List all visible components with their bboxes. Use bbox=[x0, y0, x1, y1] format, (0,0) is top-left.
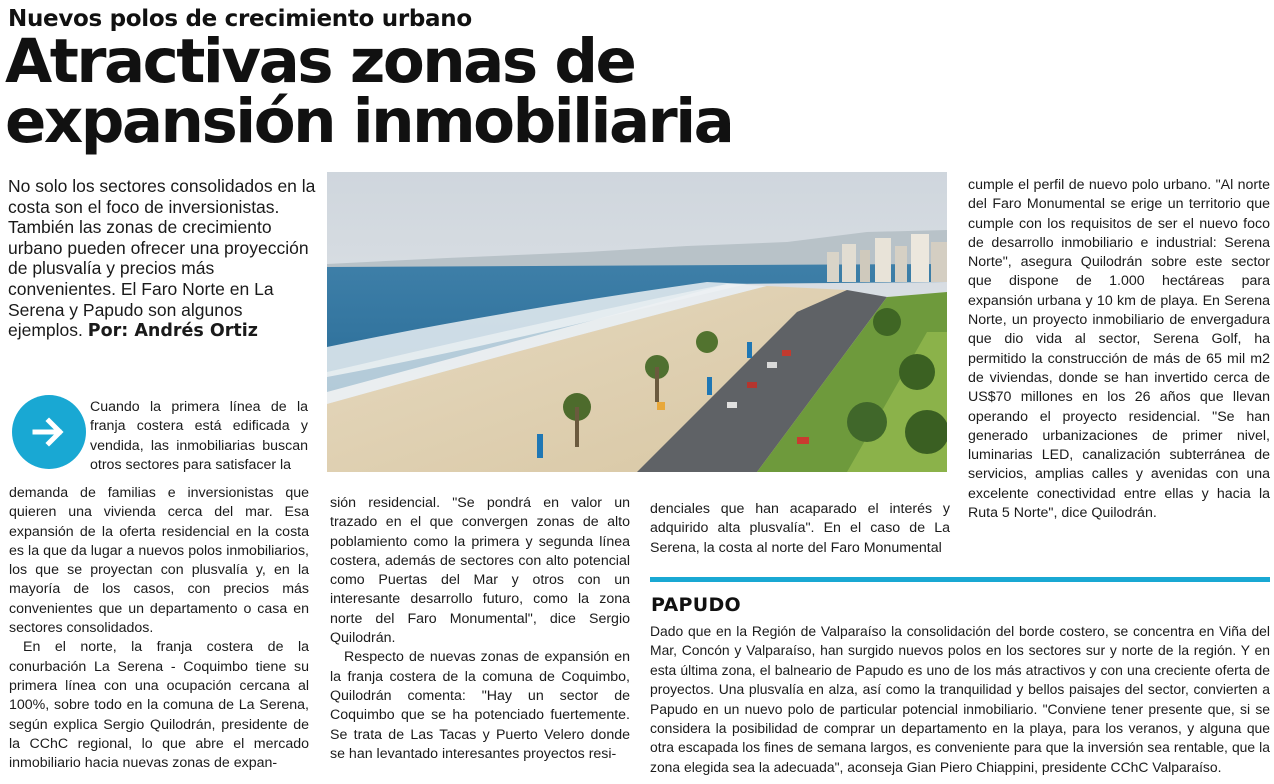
column-4-paragraph-1: cumple el perfil de nuevo polo urbano. "Al norte del Faro Monumental se erige un territorio que cumple con los requisitos de ser el nuevo foco de desarrollo inmobiliario e industrial: Serena Norte", asegura Quilodrán sobre este sector que dispone de 1.000 hectáreas para expansión urbana y 10 km de playa. En Serena Norte, un proyecto inmobiliario de envergadura que dio vida al sector, Serena Golf, ha permitido la construcción de más de 65 mil m2 de viviendas, donde se han invertido cerca de US$70 millones en los 26 años que llevan operando el proyecto residencial. "Se han generado urbanizaciones de primer nivel, luminarias LED, canalización subterránea de servicios, amplias calles y avenidas con una excelente conectividad entre ellas y hacia la Ruta 5 Norte", dice Quilodrán. bbox=[968, 177, 1270, 522]
column-2 bbox=[330, 494, 630, 764]
arrow-circle-badge bbox=[12, 395, 86, 469]
column-3-paragraph-1: denciales que han acaparado el interés y adquirido alta plusvalía". En el caso de La Serena, la costa al norte del Faro Monumental bbox=[650, 501, 950, 556]
headline bbox=[5, 26, 905, 157]
column-1 bbox=[9, 484, 309, 773]
section-divider bbox=[650, 577, 1270, 582]
column-2-paragraph-1: sión residencial. "Se pondrá en valor un trazado en el que convergen zonas de alto poblamiento como la primera y segunda línea costera, además de sectores con alto potencial como Puertas del Mar y otros con un interesante desarrollo futuro, como la zona norte del Faro Monumental", dice Sergio Quilodrán. bbox=[330, 495, 630, 647]
headline-line-1: Atractivas zonas de bbox=[5, 26, 635, 97]
headline-line-2: expansión inmobiliaria bbox=[5, 86, 733, 157]
byline: Por: Andrés Ortiz bbox=[87, 321, 258, 342]
column-4 bbox=[968, 176, 1270, 523]
column-3 bbox=[650, 500, 950, 558]
arrow-right-icon bbox=[29, 412, 69, 452]
deck bbox=[8, 176, 318, 342]
column-2-paragraph-2: Respecto de nuevas zonas de expansión en la franja costera de la comuna de Coquimbo, Quilodrán comenta: "Hay un sector de Coquimbo que se ha potenciado fuertemente. Se trata de Las Tacas y Puerto Velero donde se han levantado interesantes proyectos resi- bbox=[330, 649, 630, 762]
beach-photo bbox=[327, 172, 947, 472]
column-1-intro: Cuando la primera línea de la franja costera está edificada y vendida, las inmobiliarias buscan otros sectores para satisfacer la bbox=[90, 399, 308, 473]
deck-text: No solo los sectores consolidados en la costa son el foco de inversionistas. También las zonas de crecimiento urbano pueden ofrecer una proyección de plusvalía y precios más convenientes. El Faro Norte en La Serena y Papudo son algunos ejemplos. bbox=[8, 176, 316, 341]
section-heading-papudo: PAPUDO bbox=[651, 594, 741, 616]
column-1-paragraph-1: demanda de familias e inversionistas que quieren una vivienda cerca del mar. Esa expansión de la oferta residencial en la costa es la que da lugar a nuevos polos inmobiliarios, los que se proyectan con plusvalía y, en la mayoría de los casos, con precios más convenientes que un departamento o casa en sectores consolidados. bbox=[9, 485, 309, 637]
column-1-paragraph-2: En el norte, la franja costera de la conurbación La Serena - Coquimbo tiene su primera línea con una ocupación cercana al 100%, sobre todo en la comuna de La Serena, según explica Sergio Quilodrán, presidente de la CChC regional, lo que abre el mercado inmobiliario hacia nuevas zonas de expan- bbox=[9, 639, 309, 772]
papudo-paragraph: Dado que en la Región de Valparaíso la consolidación del borde costero, se concentra en Viña del Mar, Concón y Valparaíso, han surgido nuevos polos en los sectores sur y norte de la región. Y en esta última zona, el balneario de Papudo es uno de los más atractivos y con una creciente oferta de proyectos. Una plusvalía en alza, así como la tranquilidad y bellos paisajes del sector, convierten a Papudo en un nuevo polo de particular potencial inmobiliario. "Conviene tener presente que, si se considera la posibilidad de comprar un departamento en la playa, para los veranos, y alguna que otra escapada los fines de semana largos, es conveniente para que la inversión sea rentable, que la zona elegida sea la adecuada", aconseja Gian Piero Chiappini, presidente CChC Valparaíso. bbox=[650, 623, 1270, 775]
kicker: Nuevos polos de crecimiento urbano bbox=[8, 6, 472, 32]
